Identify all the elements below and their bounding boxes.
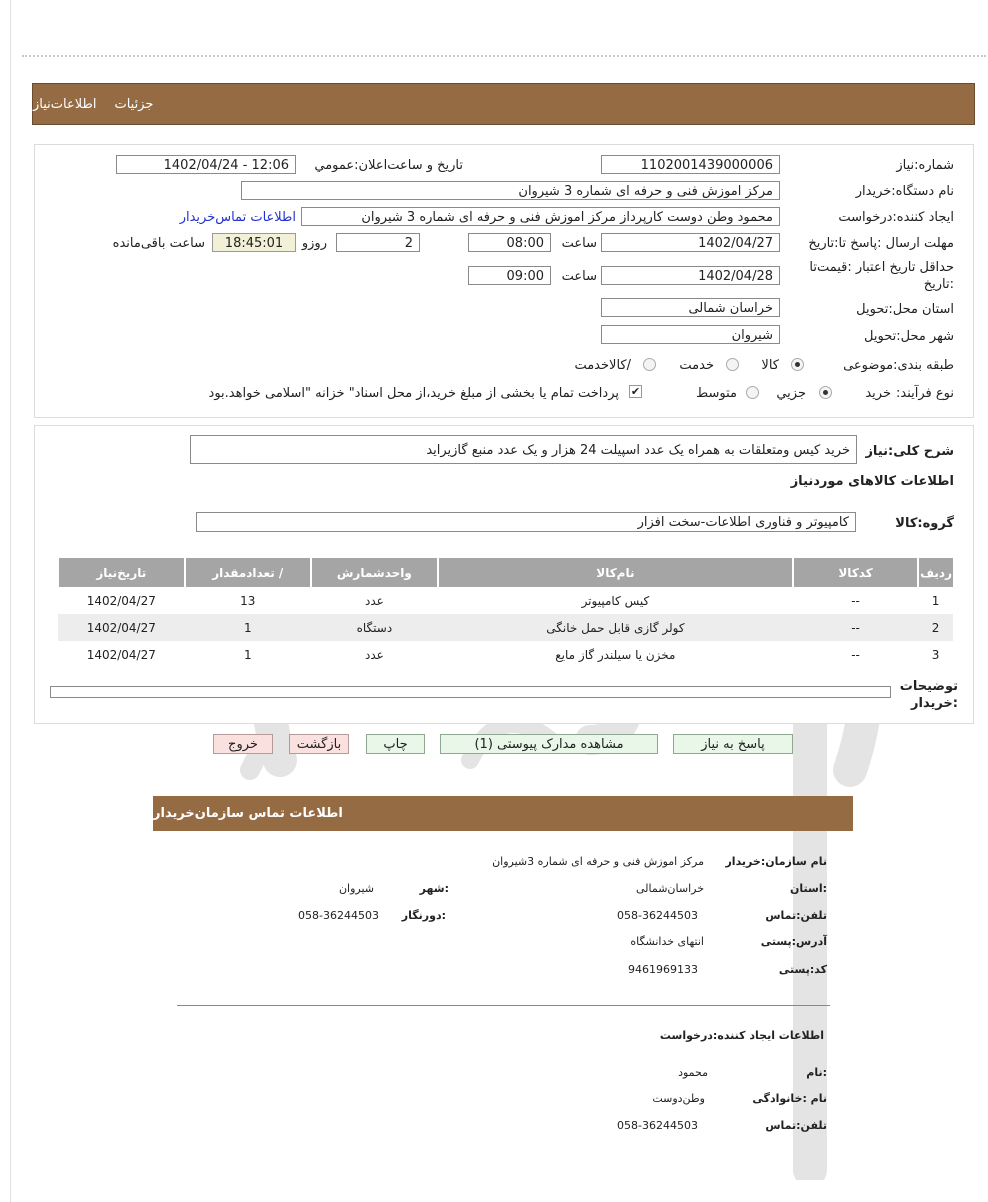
general-desc-field: خرید کیس ومتعلقات به همراه یک عدد اسپیلت 24 هزار و یک عدد منبع گازیراید xyxy=(190,435,857,464)
fax-value: 058-36244503 xyxy=(298,909,379,922)
category-radio-goods[interactable] xyxy=(791,358,804,371)
treasury-payment-checkbox[interactable]: ✔ xyxy=(630,385,641,398)
phone-value: 058-36244503 xyxy=(617,909,698,922)
remaining-time: 18:45:01 xyxy=(212,233,296,252)
buyer-notes-label-text: توضیحات :خریدار xyxy=(899,679,958,711)
price-validity-label-text: حداقل تاریخ اعتبار :قیمت‌تا :تاریخ xyxy=(809,260,954,292)
remaining-time-label: ساعت باقی‌مانده xyxy=(112,236,205,251)
view-attachments-button[interactable]: مشاهده مدارک پیوستی (1) xyxy=(440,734,658,754)
col-name: نام‌کالا xyxy=(438,558,793,587)
process-type-value: خرید xyxy=(865,386,891,401)
col-date: تاریخ‌نیاز xyxy=(58,558,185,587)
announce-datetime-label: تاریخ و ساعت‌اعلان:عمومي xyxy=(314,158,463,173)
deadline-date-field: 1402/04/27 xyxy=(601,233,780,252)
creator-family-label: نام :خانوادگی xyxy=(752,1092,827,1105)
buyer-org-label: نام دستگاه:خریدار xyxy=(855,184,954,199)
announce-datetime-field: 1402/04/24 - 12:06 xyxy=(116,155,296,174)
province-value: خراسان‌شمالی xyxy=(635,882,704,895)
cell-qty: 1 xyxy=(185,614,311,641)
cell-row: 3 xyxy=(918,641,953,668)
validity-time-field: 09:00 xyxy=(468,266,551,285)
process-type-label: نوع فرآیند: xyxy=(896,386,954,401)
treasury-payment-note: پرداخت تمام یا بخشی از مبلغ خرید،از محل اسناد" خزانه "اسلامی خواهد.بود xyxy=(208,386,619,401)
table-row xyxy=(58,587,953,614)
buyer-notes-field xyxy=(50,686,891,698)
creator-phone-value: 058-36244503 xyxy=(617,1119,698,1132)
validity-time-label: ساعت xyxy=(561,269,597,284)
cell-name: کیس کامپیوتر xyxy=(438,587,793,614)
creator-family-value: وطن‌دوست xyxy=(652,1092,705,1105)
category-radio-service[interactable] xyxy=(726,358,739,371)
process-radio-medium[interactable] xyxy=(746,386,759,399)
print-button[interactable]: چاپ xyxy=(366,734,425,754)
days-label: روزو xyxy=(301,236,327,251)
category-option-goods-service: /کالاخدمت xyxy=(574,358,631,373)
goods-table-header xyxy=(58,558,953,587)
days-field: 2 xyxy=(336,233,420,252)
category-option-goods: کالا xyxy=(761,358,779,373)
phone-label: تلفن:تماس xyxy=(765,909,827,922)
cell-code: -- xyxy=(793,587,918,614)
cell-row: 1 xyxy=(918,587,953,614)
creator-phone-label: تلفن:تماس xyxy=(765,1119,827,1132)
cell-date: 1402/04/27 xyxy=(58,641,185,668)
creator-name-label: :نام xyxy=(806,1066,827,1079)
goods-table xyxy=(57,558,953,668)
left-border-line xyxy=(10,0,11,1202)
page-header-banner xyxy=(32,83,975,125)
need-number-field: 1102001439000006 xyxy=(601,155,780,174)
goods-info-title: اطلاعات کالاهای موردنیاز xyxy=(790,474,954,489)
delivery-province-field: خراسان شمالی xyxy=(601,298,780,317)
cell-unit: عدد xyxy=(311,641,438,668)
delivery-province-label: استان محل:تحویل xyxy=(856,302,954,317)
buyer-contact-banner xyxy=(153,796,853,831)
deadline-time-field: 08:00 xyxy=(468,233,551,252)
org-name-label: نام سازمان:خریدار xyxy=(725,855,827,868)
need-number-label: شماره:نیاز xyxy=(896,158,954,173)
postal-code-value: 9461969133 xyxy=(628,963,698,976)
buyer-contact-link[interactable]: اطلاعات تماس‌خریدار xyxy=(179,210,296,225)
cell-qty: 13 xyxy=(185,587,311,614)
process-option-minor: جزيي xyxy=(776,386,806,401)
goods-group-label: گروه:کالا xyxy=(895,516,954,531)
buyer-notes-label xyxy=(888,678,958,712)
process-radio-minor[interactable] xyxy=(819,386,832,399)
cell-code: -- xyxy=(793,614,918,641)
address-label: آدرس:پستی xyxy=(760,935,827,948)
cell-name: مخزن یا سیلندر گاز مایع xyxy=(438,641,793,668)
cell-name: کولر گازی قابل حمل خانگی xyxy=(438,614,793,641)
back-button[interactable]: بازگشت xyxy=(289,734,349,754)
breadcrumb-need-info[interactable]: اطلاعات‌نیاز xyxy=(33,96,97,112)
deadline-time-label: ساعت xyxy=(561,236,597,251)
exit-button[interactable]: خروج xyxy=(213,734,273,754)
buyer-contact-title: اطلاعات تماس سازمان‌خریدار xyxy=(153,806,343,821)
cell-unit: عدد xyxy=(311,587,438,614)
general-desc-label: شرح کلی:نیاز xyxy=(865,444,954,459)
reply-button[interactable]: پاسخ به نیاز xyxy=(673,734,793,754)
cell-date: 1402/04/27 xyxy=(58,587,185,614)
cell-date: 1402/04/27 xyxy=(58,614,185,641)
org-name-value: مرکز اموزش فنی و حرفه ای شماره 3شیروان xyxy=(492,855,704,868)
creator-info-title: اطلاعات ایجاد کننده:درخواست xyxy=(659,1029,824,1042)
price-validity-label xyxy=(794,259,954,293)
top-dotted-divider xyxy=(22,55,986,57)
col-unit: واحدشمارش xyxy=(311,558,438,587)
cell-code: -- xyxy=(793,641,918,668)
city-value: شیروان xyxy=(338,882,374,895)
contact-divider xyxy=(177,1005,830,1006)
col-row: ردیف xyxy=(918,558,953,587)
col-qty: / تعدادمقدار xyxy=(185,558,311,587)
creator-label: ایجاد کننده:درخواست xyxy=(838,210,954,225)
col-code: کدکالا xyxy=(793,558,918,587)
delivery-city-field: شیروان xyxy=(601,325,780,344)
cell-row: 2 xyxy=(918,614,953,641)
deadline-label: مهلت ارسال :پاسخ تا:تاریخ xyxy=(808,236,954,251)
buyer-org-field: مرکز اموزش فنی و حرفه ای شماره 3 شیروان xyxy=(241,181,780,200)
table-row xyxy=(58,614,953,641)
category-label: طبقه بندی:موضوعی xyxy=(843,358,954,373)
cell-unit: دستگاه xyxy=(311,614,438,641)
address-value: انتهای خدانشگاه xyxy=(630,935,704,948)
city-label: :شهر xyxy=(419,882,449,895)
category-option-service: خدمت xyxy=(679,358,714,373)
delivery-city-label: شهر محل:تحویل xyxy=(864,329,954,344)
process-option-medium: متوسط xyxy=(696,386,737,401)
validity-date-field: 1402/04/28 xyxy=(601,266,780,285)
creator-field: محمود وطن دوست کارپرداز مرکز اموزش فنی و حرفه ای شماره 3 شیروان xyxy=(301,207,780,226)
category-radio-goods-service[interactable] xyxy=(643,358,656,371)
goods-group-field: کامپیوتر و فناوری اطلاعات-سخت افزار xyxy=(196,512,856,532)
cell-qty: 1 xyxy=(185,641,311,668)
postal-code-label: کد:پستی xyxy=(778,963,827,976)
breadcrumb-details[interactable]: جزئیات xyxy=(114,96,154,112)
fax-label: :دورنگار xyxy=(401,909,446,922)
province-label: :استان xyxy=(790,882,827,895)
creator-name-value: محمود xyxy=(678,1066,708,1079)
table-row xyxy=(58,641,953,668)
